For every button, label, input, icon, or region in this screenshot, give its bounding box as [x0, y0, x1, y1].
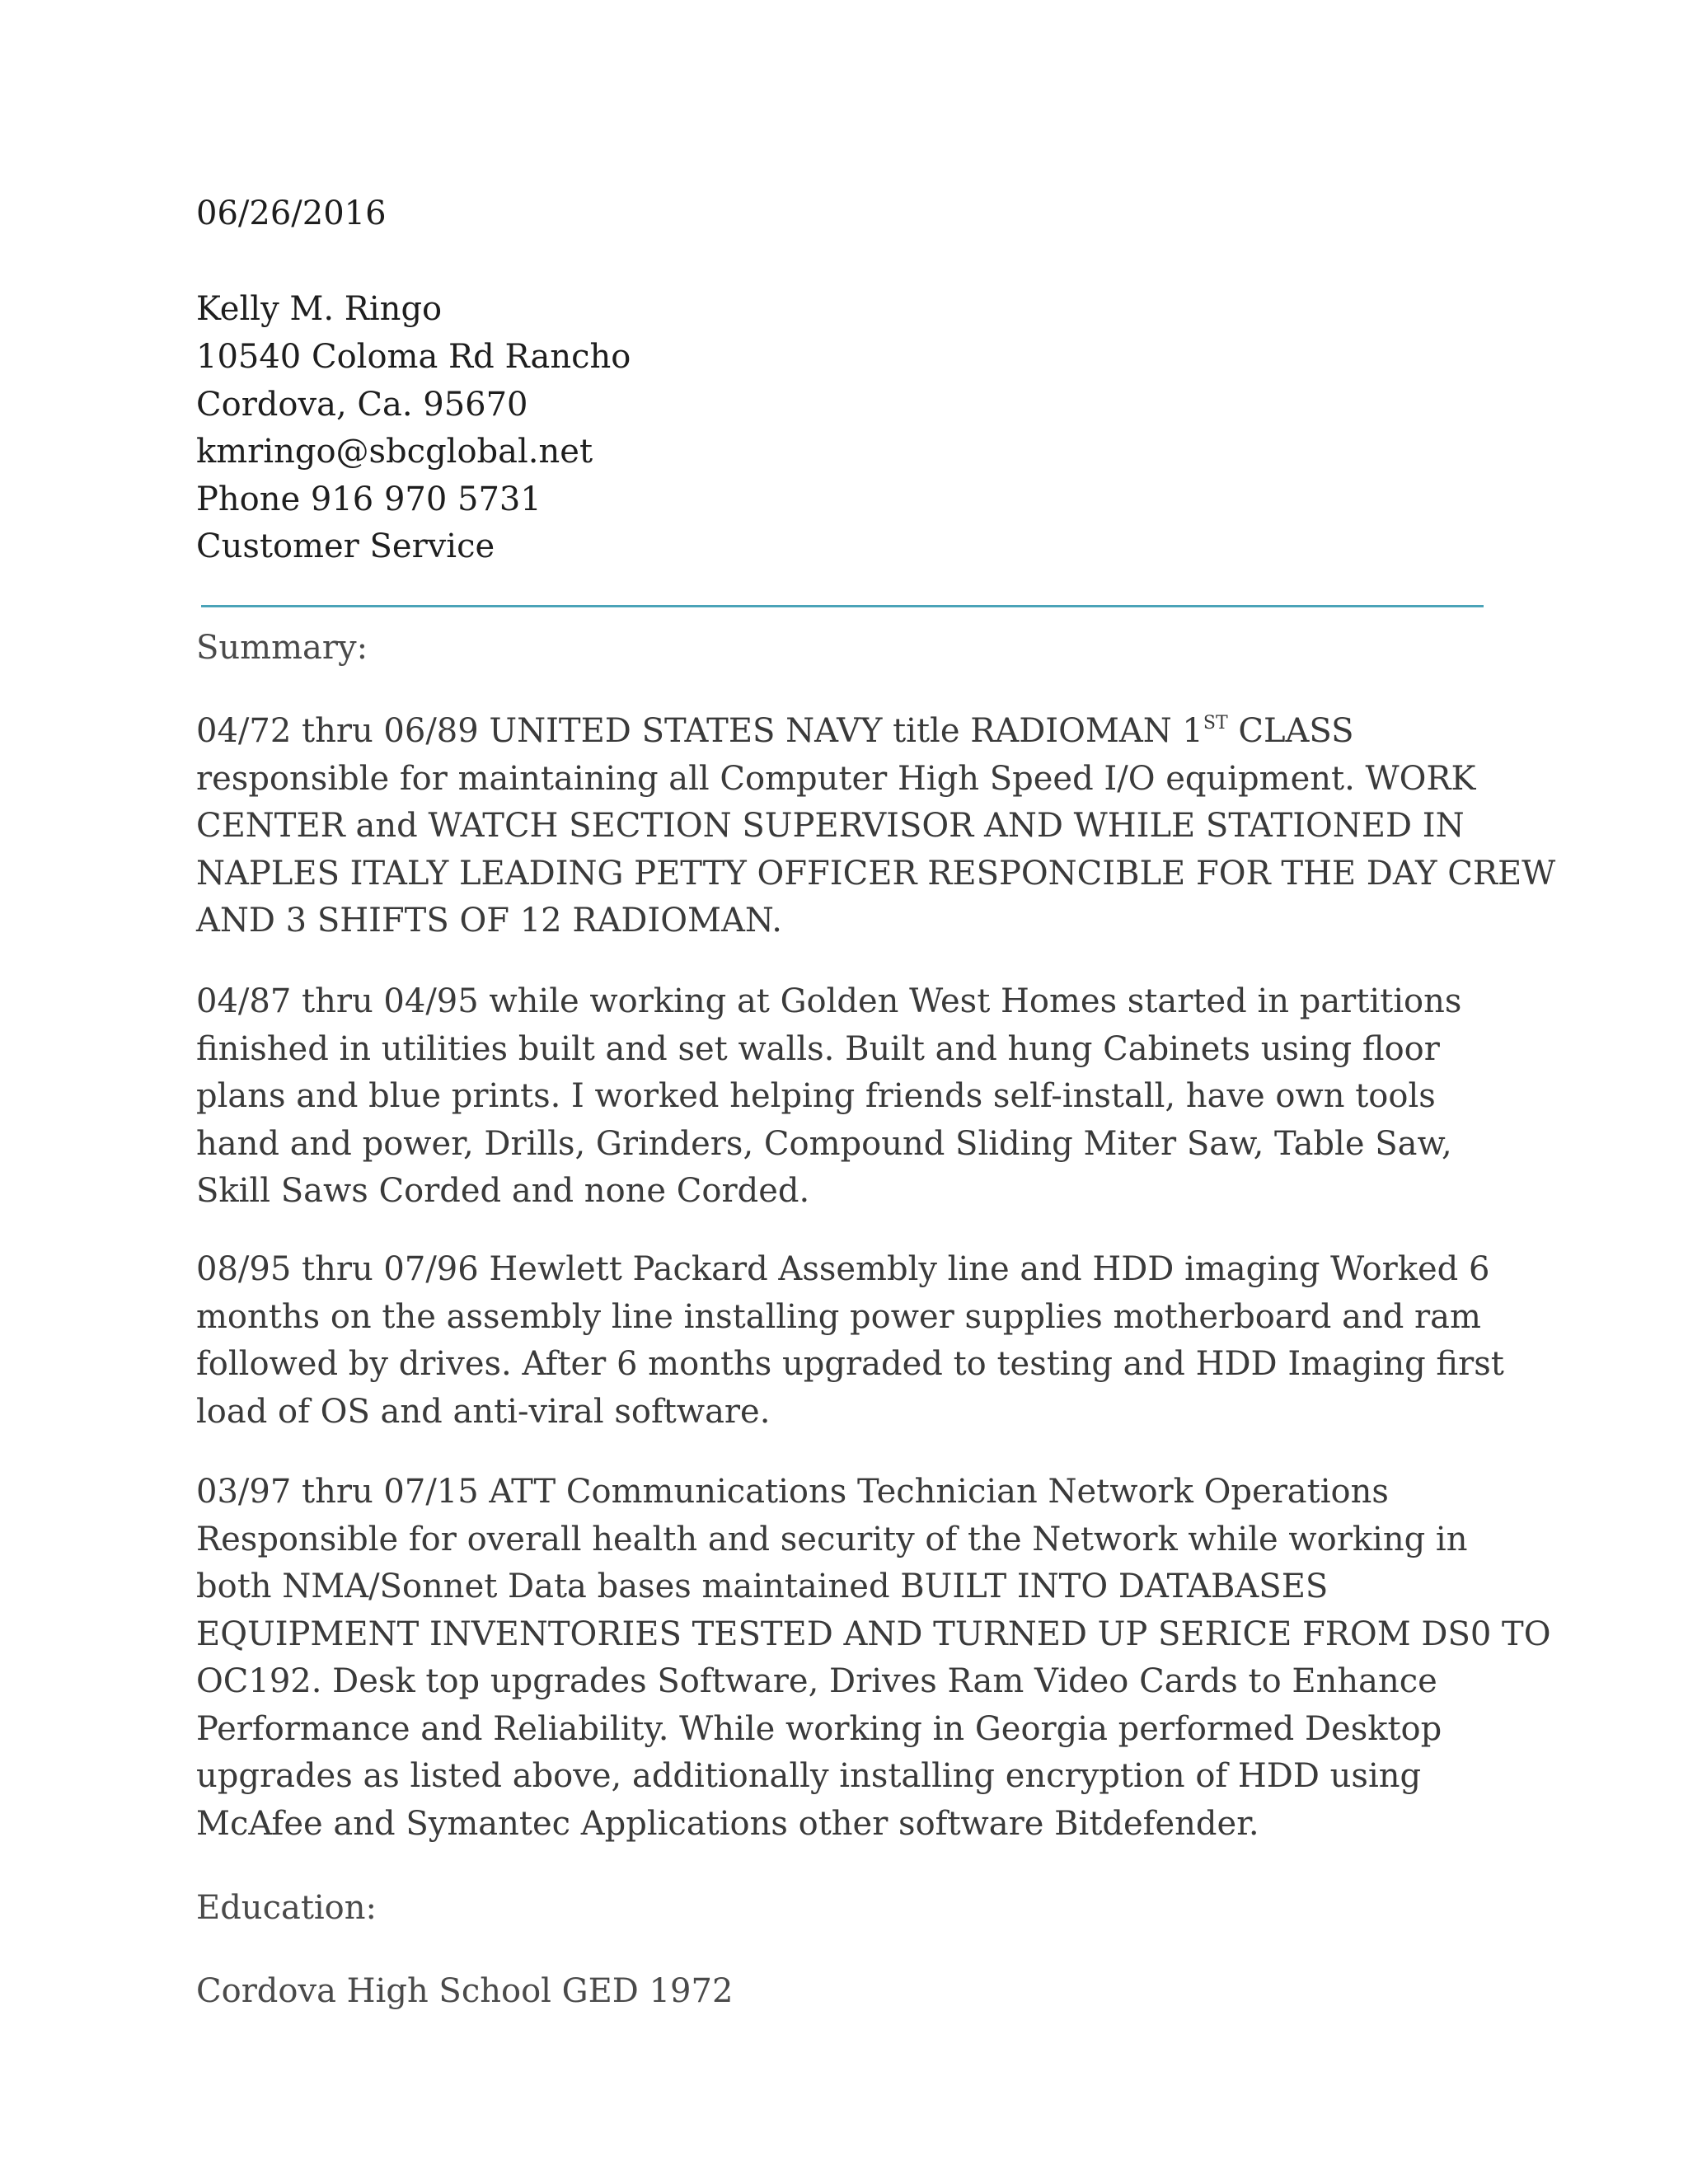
address-line-1: 10540 Coloma Rd Rancho [196, 338, 631, 376]
entry-line: Skill Saws Corded and none Corded. [196, 1172, 810, 1210]
address-line-2: Cordova, Ca. 95670 [196, 386, 528, 424]
summary-entry-golden-west [196, 978, 1498, 1216]
objective: Customer Service [196, 527, 495, 565]
entry-line: Performance and Reliability. While working in Georgia performed Desktop [196, 1709, 1442, 1748]
entry-line: load of OS and anti-viral software. [196, 1392, 771, 1431]
summary-entry-navy [196, 708, 1556, 945]
entry-line: Responsible for overall health and security of the Network while working in [196, 1520, 1468, 1558]
entry-line: months on the assembly line installing power supplies motherboard and ram [196, 1297, 1481, 1336]
education-heading: Education: [196, 1889, 377, 1927]
entry-line: plans and blue prints. I worked helping friends self-install, have own tools [196, 1077, 1436, 1115]
entry-line: followed by drives. After 6 months upgraded to testing and HDD Imaging first [196, 1345, 1504, 1383]
phone: Phone 916 970 5731 [196, 480, 542, 518]
entry-line: 04/72 thru 06/89 UNITED STATES NAVY title RADIOMAN 1ST CLASS [196, 712, 1354, 750]
entry-line: hand and power, Drills, Grinders, Compound Sliding Miter Saw, Table Saw, [196, 1124, 1452, 1163]
entry-line: both NMA/Sonnet Data bases maintained BUILT INTO DATABASES [196, 1568, 1329, 1605]
entry-line: EQUIPMENT INVENTORIES TESTED AND TURNED UP SERICE FROM DS0 TO [196, 1615, 1551, 1653]
summary-entry-hewlett-packard [196, 1246, 1504, 1436]
entry-line: 08/95 thru 07/96 Hewlett Packard Assembly line and HDD imaging Worked 6 [196, 1250, 1490, 1288]
entry-line: CENTER and WATCH SECTION SUPERVISOR AND WHILE STATIONED IN [196, 807, 1465, 845]
date: 06/26/2016 [196, 194, 387, 232]
entry-line: McAfee and Symantec Applications other software Bitdefender. [196, 1804, 1259, 1843]
superscript-st: ST [1203, 713, 1228, 733]
entry-line: OC192. Desk top upgrades Software, Drives Ram Video Cards to Enhance [196, 1662, 1437, 1700]
entry-line: AND 3 SHIFTS OF 12 RADIOMAN. [196, 902, 783, 940]
email: kmringo@sbcglobal.net [196, 433, 593, 471]
entry-line: 03/97 thru 07/15 ATT Communications Technician Network Operations [196, 1473, 1389, 1511]
entry-line: 04/87 thru 04/95 while working at Golden West Homes started in partitions [196, 982, 1462, 1020]
summary-heading: Summary: [196, 629, 368, 667]
entry-line: upgrades as listed above, additionally installing encryption of HDD using [196, 1757, 1422, 1795]
education-entry: Cordova High School GED 1972 [196, 1972, 734, 2010]
entry-line: NAPLES ITALY LEADING PETTY OFFICER RESPONCIBLE FOR THE DAY CREW [196, 854, 1556, 893]
entry-line: responsible for maintaining all Computer High Speed I/O equipment. WORK [196, 759, 1476, 798]
horizontal-rule [201, 605, 1484, 607]
entry-line: finished in utilities built and set walls. Built and hung Cabinets using floor [196, 1029, 1440, 1068]
summary-entry-att [196, 1469, 1551, 1848]
applicant-name: Kelly M. Ringo [196, 290, 443, 328]
